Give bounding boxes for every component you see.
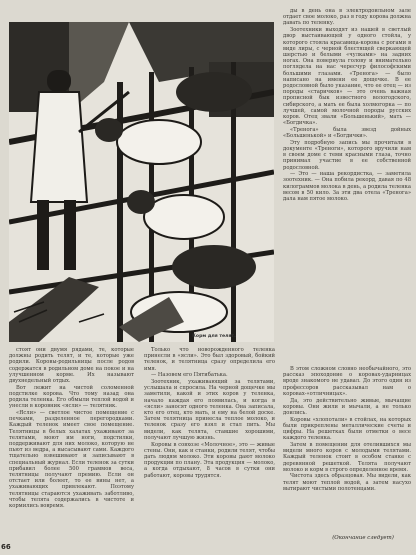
text-column-right-top: [283, 8, 411, 203]
paragraph: Коровы «хлопотали» в стойлах, на которых были прикреплены металлические счеты и цифры. На решетках были отметки о весе каждого теленка.: [283, 416, 411, 442]
page-number: 66: [1, 543, 11, 551]
paragraph: Эту подробную запись мы прочитали в документе «Треноги», которого вручили нам в своем доме с теми красными глаза, точно принимал участие в ее собственной родословной.: [283, 139, 411, 171]
paragraph: Да, это действительно живые, мычащие коровы. Они жили и мычали, а не только доились.: [283, 397, 411, 416]
paragraph: Только что новорожденного теленка принесли в «ясли». Это был здоровый, бойкий теленок, и телятница сразу определила его имя.: [144, 347, 275, 372]
illustration-cows-barn: [9, 22, 274, 342]
paragraph: «Ясли» — светлое чистое помещение с печками, разделенное перегородками. Каждый теленок имеет свое помещение. Телятницы в белых халатах ухаживают за телятами, моют им ноги, подстилки, поддерживают для них молоко, которую не пьют из ведра, а высасывают сами. Каждого тщательно взвешивают и записывают в специальный журнал. Если теленок за сутки прибавил более 500 граммов веса, телятницы получают премию. Если он отстает или болеет, то ее вины нет, а ухаживающих привлекают. Поэтому телятницы стараются ухаживать заботливо, чтобы телята содержались в чистоте и кормились вовремя.: [9, 410, 134, 510]
paragraph: Зоотехники выходят из нашей в светлый двор выстаивающей у одного стойла, у которого стояла красавица-корова с рогами в виде лиры, с черной блестящей сверкающей шерстью и белыми «чулками» на задних ногах. Она повернула голову и внимательно поглядела на нас чересчур философскими большими глазами. «Тренога» — было написано на имени ее дощечке. В ее родословной было указание, что ее отец — из породы «старичков» — это очень важная прописной бык известного вологодского, сибирского, а мать ее была холмогорка — по лучшей, самой молочной породы русских коров. Отец звали «Большенький», мать — «Богдичка».: [283, 27, 411, 127]
barn-drawing: [9, 22, 274, 342]
continuation-note: (Окончание следует): [332, 535, 394, 541]
paragraph: — Назовем его Пятибатька.: [151, 372, 228, 379]
paragraph: Затем в помещении для отелившихся мы видели много коров с молодыми телятами. Каждый теленок стоит в особом станке с деревянной решеткой. Телята получают молоко и корм в строго определенное время.: [283, 441, 411, 473]
paragraph: Зоотехник, ухаживающий за телятами, услышала и спросила. На черной дощечке мы заметили, какой и этих коров у теленка, начало каждая его появилась, и когда в «ясли» заносят одного теленка. Она записала, кто его отец, кто мать, и ему на белой доске. Затем телятница принесла теплое молоко, и теленок сразу его взял и стал пить. Мы видели, как телята, ставшие хорошими, получают лучшую жизнь.: [144, 379, 275, 441]
paragraph: стоят они двумя рядами, те, которые должны родить телят, и те, которые уже родили. Коровы-родильницы после родов содержатся в родильном доме на покое и на улучшенном корме. Их называют двухнедельный отдых.: [9, 347, 134, 385]
paragraph: — Это — наша рекордистка, — заметила зоотехник. — Она побила рекорд, давая по 48 килограммов молока в день, а родила теленка весом в 50 кило. За эти два отела «Тренога» дала нам пятое молоко.: [283, 171, 411, 203]
paragraph: Вот лежит на чистой соломенной подстилке корова. Что тому назад она родила теленка. Его обмыли теплой водой и унесли в коровник «ясли» — телятник.: [9, 384, 134, 410]
text-column-left: [9, 347, 134, 510]
text-column-right-bottom: [283, 366, 411, 493]
paragraph: ды в день она в электродоильном зале отдает свое молоко, раз в году корова должна давать по теленку.: [283, 8, 411, 27]
text-column-middle: [144, 347, 275, 479]
paragraph: Коровы в совхозе «Молочное», это — живые стены. Они, как и станки, родили телят, чтобы дать людям молоко. Эти коровы дают молоко продукции по плану. Эта продукция — молоко, а когда отдыхают, 8 часов в сутки они работают, коровы трудятся.: [144, 441, 275, 479]
paragraph: «Тренога» была звезд дойных «Большенькой» и «Богдички».: [283, 126, 411, 140]
illustration-caption: Корм для телят.: [192, 334, 236, 339]
paragraph: Чистота здесь образцовая. Мы видели, как телят моют теплой водой, а затем насухо вытирают чистыми полотенцами.: [283, 473, 411, 492]
paragraph: В этом сложном словно необычайного, это рассказ эпоходоние о коровах-ударницах вроде знакомого не удавал. До этого один из профессоров рассказывал нам о коровах-«отличницах».: [283, 366, 411, 397]
